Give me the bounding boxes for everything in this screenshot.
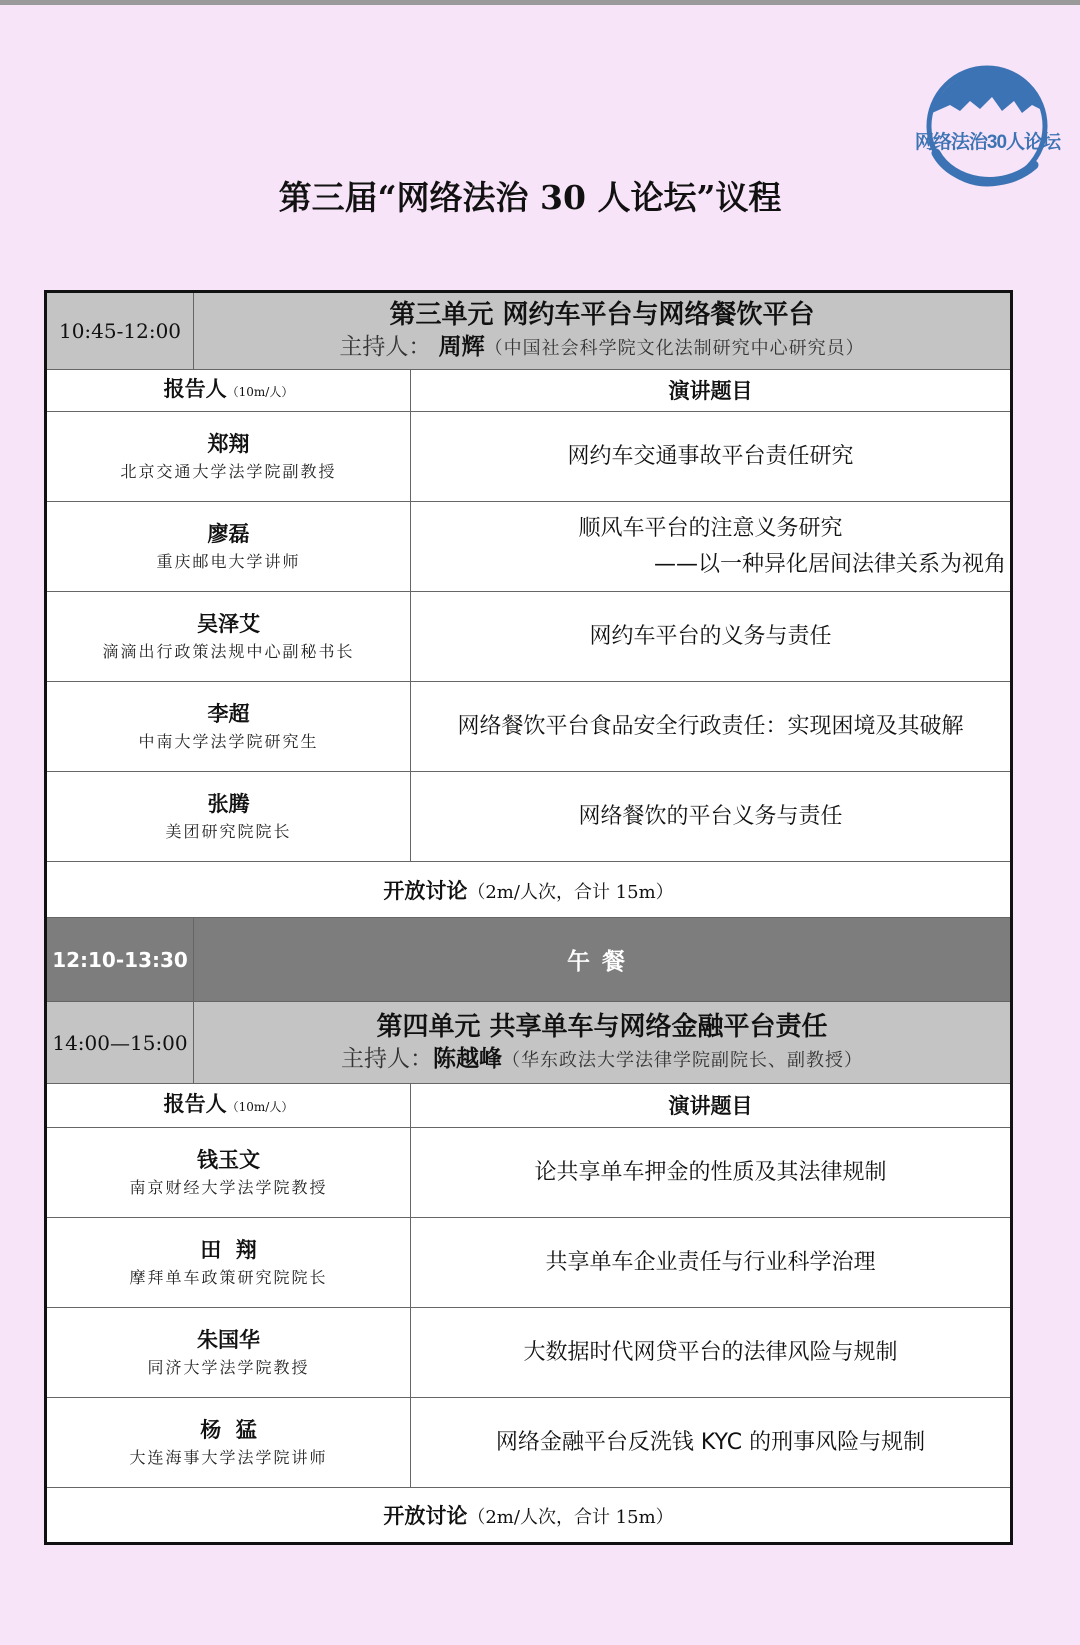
- speaker-name: 廖磊: [207, 521, 250, 546]
- session3-host: [194, 332, 1010, 364]
- speaker-affiliation: 中南大学法学院研究生: [138, 731, 319, 751]
- speaker-cell: [46, 412, 411, 502]
- speaker-cell: [46, 682, 411, 772]
- speaker-name: 钱玉文: [197, 1147, 260, 1172]
- talk-topic: 共享单车企业责任与行业科学治理: [411, 1218, 1012, 1308]
- speaker-name: 吴泽艾: [197, 611, 260, 636]
- session3-column-header: [46, 370, 1012, 412]
- topic-column-header: 演讲题目: [411, 370, 1012, 412]
- speaker-header-note: （10m/人）: [226, 1100, 294, 1114]
- speaker-affiliation: 大连海事大学法学院讲师: [129, 1447, 328, 1467]
- session4-column-header: [46, 1084, 1012, 1128]
- table-row: [46, 1128, 1012, 1218]
- table-row: [46, 1398, 1012, 1488]
- agenda-table: [44, 290, 1013, 1545]
- open-discussion: [46, 862, 1012, 918]
- speaker-cell: [46, 772, 411, 862]
- page-title: 第三届“网络法治 30 人论坛”议程: [278, 178, 782, 217]
- speaker-affiliation: 同济大学法学院教授: [147, 1357, 310, 1377]
- table-row: [46, 412, 1012, 502]
- speaker-name: 朱国华: [197, 1327, 260, 1352]
- table-row: [46, 772, 1012, 862]
- speaker-name: 张腾: [207, 791, 250, 816]
- speaker-cell: [46, 1308, 411, 1398]
- discussion-note: （2m/人次，合计 15m）: [467, 1507, 674, 1528]
- topic-column-header: 演讲题目: [411, 1084, 1012, 1128]
- discussion-label: 开放讨论: [383, 1504, 468, 1528]
- discussion-note: （2m/人次，合计 15m）: [467, 881, 674, 903]
- speaker-affiliation: 南京财经大学法学院教授: [129, 1177, 328, 1197]
- speaker-affiliation: 北京交通大学法学院副教授: [120, 461, 337, 481]
- table-row: [46, 502, 1012, 592]
- speaker-cell: [46, 1218, 411, 1308]
- host-label: 主持人：: [341, 1045, 433, 1072]
- session4-host: [194, 1044, 1010, 1076]
- speaker-name: 田 翔: [200, 1237, 257, 1262]
- speaker-cell: [46, 1398, 411, 1488]
- speaker-header-label: 报告人: [163, 1092, 227, 1116]
- talk-topic: 论共享单车押金的性质及其法律规制: [411, 1128, 1012, 1218]
- discussion-label: 开放讨论: [383, 878, 468, 903]
- talk-topic: 网约车交通事故平台责任研究: [411, 412, 1012, 502]
- table-row: [46, 682, 1012, 772]
- host-name: 周辉: [438, 334, 485, 360]
- speaker-affiliation: 滴滴出行政策法规中心副秘书长: [102, 641, 355, 661]
- speaker-affiliation: 摩拜单车政策研究院院长: [129, 1267, 328, 1287]
- session3-header: [46, 292, 1012, 370]
- talk-topic: 网络餐饮平台食品安全行政责任：实现困境及其破解: [411, 682, 1012, 772]
- speaker-affiliation: 重庆邮电大学讲师: [156, 551, 301, 571]
- session4-header: [46, 1002, 1012, 1084]
- speaker-cell: [46, 592, 411, 682]
- speaker-header-label: 报告人: [163, 377, 227, 401]
- table-row: [46, 1218, 1012, 1308]
- table-row: [46, 1308, 1012, 1398]
- talk-subtitle: ——以一种异化居间法律关系为视角: [653, 551, 1006, 577]
- session4-discussion-row: [46, 1488, 1012, 1544]
- speaker-name: 杨 猛: [200, 1417, 257, 1442]
- logo-text: 网络法治30人论坛: [914, 132, 1061, 153]
- table-row: [46, 592, 1012, 682]
- speaker-name: 李超: [207, 701, 250, 726]
- session3-time: 10:45-12:00: [46, 292, 194, 370]
- host-name: 陈越峰: [433, 1045, 502, 1072]
- speaker-column-header: [46, 370, 411, 412]
- host-note: （中国社会科学院文化法制研究中心研究员）: [484, 338, 865, 359]
- session3-unit-title: 第三单元 网约车平台与网络餐饮平台: [389, 300, 815, 330]
- lunch-time: 12:10-13:30: [46, 918, 194, 1002]
- lunch-row: [46, 918, 1012, 1002]
- session4-unit-title: 第四单元 共享单车与网络金融平台责任: [376, 1011, 828, 1042]
- session4-time: 14:00—15:00: [46, 1002, 194, 1084]
- open-discussion: [46, 1488, 1012, 1544]
- session3-discussion-row: [46, 862, 1012, 918]
- talk-topic: 大数据时代网贷平台的法律风险与规制: [411, 1308, 1012, 1398]
- speaker-cell: [46, 1128, 411, 1218]
- top-edge-bar: [0, 0, 1080, 5]
- host-note: （华东政法大学法律学院副院长、副教授）: [502, 1049, 863, 1071]
- speaker-affiliation: 美团研究院院长: [165, 821, 292, 841]
- speaker-column-header: [46, 1084, 411, 1128]
- session3-title-cell: [194, 292, 1012, 370]
- session4-title-cell: [194, 1002, 1012, 1084]
- talk-topic: 网络餐饮的平台义务与责任: [411, 772, 1012, 862]
- lunch-label: 午餐: [194, 918, 1012, 1002]
- talk-topic: 网络金融平台反洗钱 KYC 的刑事风险与规制: [411, 1398, 1012, 1488]
- talk-topic: 网约车平台的义务与责任: [411, 592, 1012, 682]
- speaker-header-note: （10m/人）: [226, 385, 294, 399]
- speaker-cell: [46, 502, 411, 592]
- host-label: 主持人：: [339, 334, 432, 360]
- talk-topic: 顺风车平台的注意义务研究: [578, 515, 843, 541]
- speaker-name: 郑翔: [207, 431, 250, 456]
- talk-topic-cell: [411, 502, 1012, 592]
